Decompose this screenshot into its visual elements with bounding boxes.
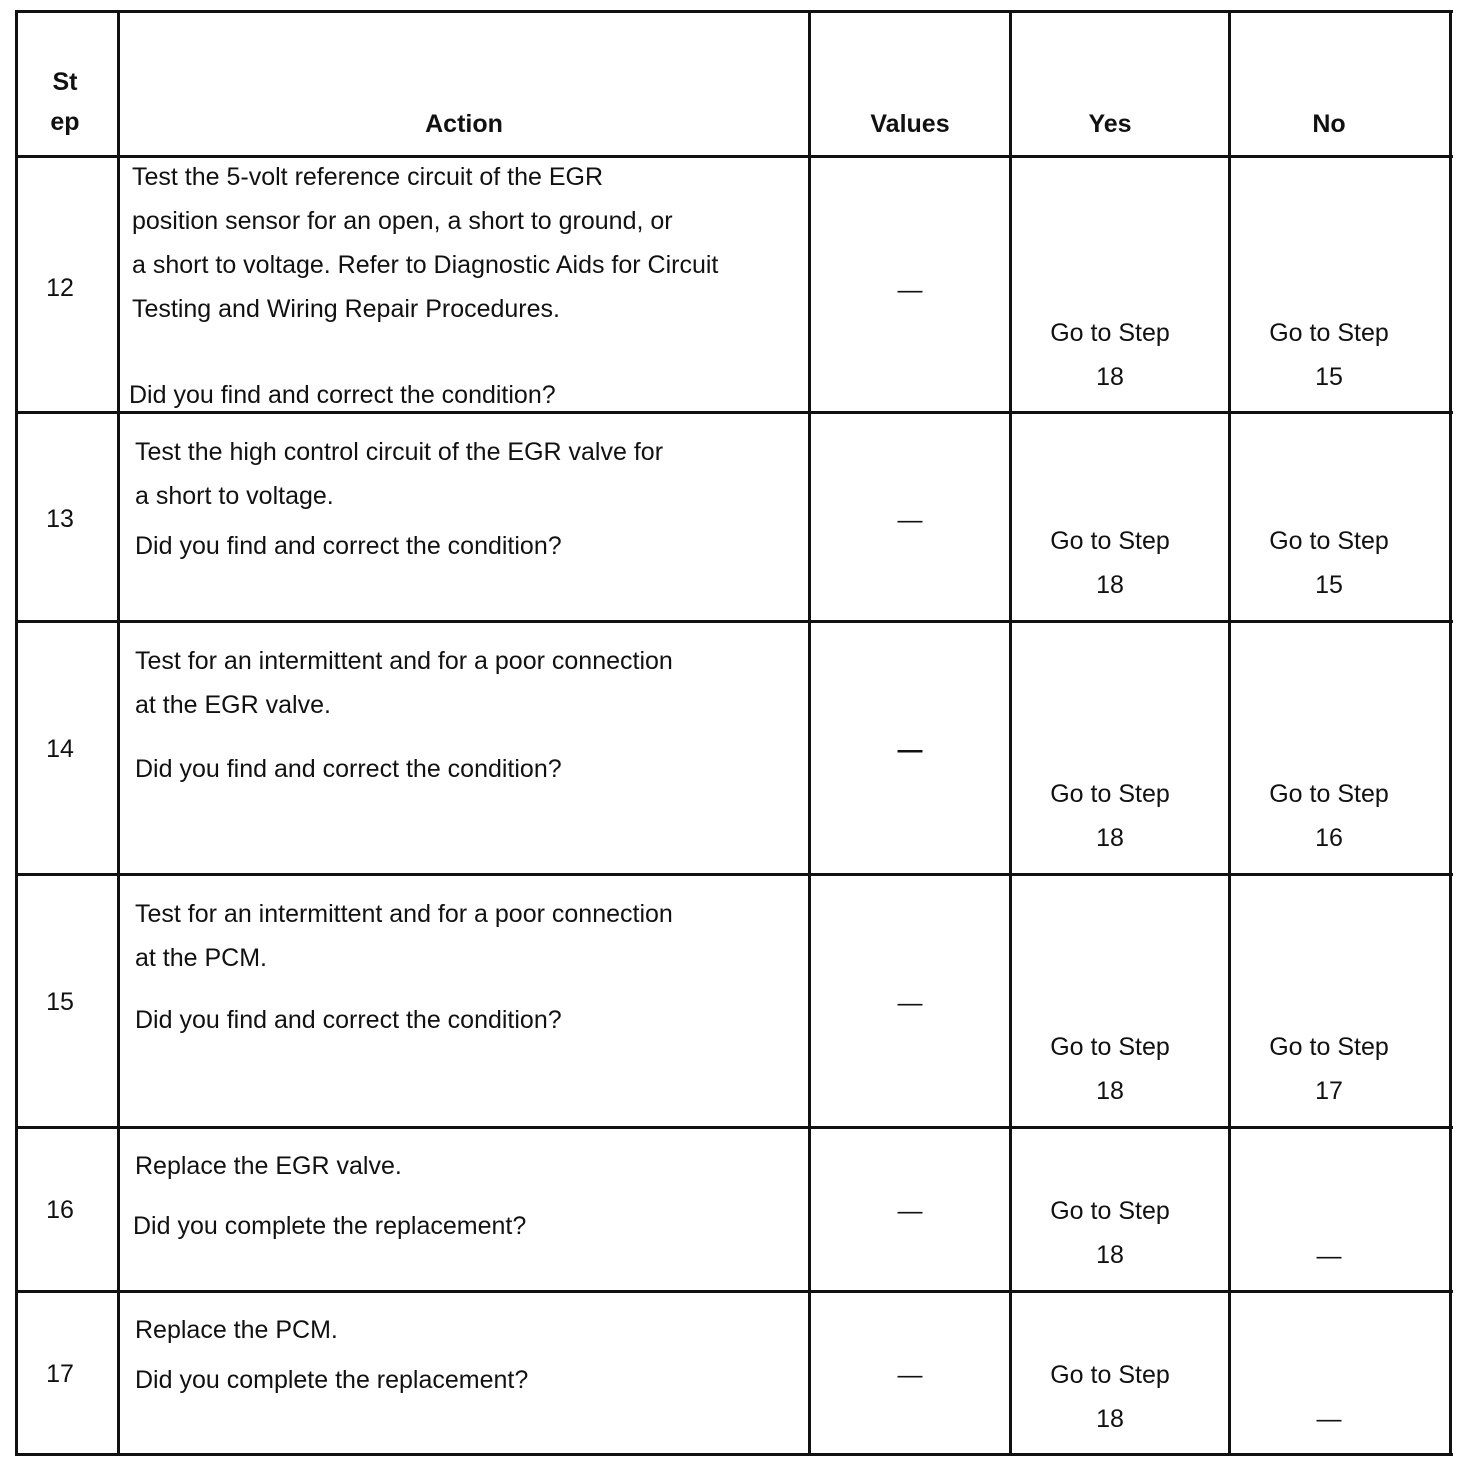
action-line: Replace the PCM. (135, 1316, 338, 1344)
yes-go-to-step (1013, 772, 1207, 860)
action-line: Did you complete the replacement? (133, 1212, 527, 1240)
no-dash: — (1316, 1242, 1342, 1270)
action-line: Testing and Wiring Repair Procedures. (132, 295, 560, 323)
action-text (135, 430, 663, 568)
yes-line: 18 (1096, 571, 1124, 599)
no-line: 15 (1315, 571, 1343, 599)
column-divider (1009, 10, 1012, 1456)
step-number: 16 (46, 1196, 74, 1224)
values-dash: — (897, 1361, 923, 1389)
row-divider (15, 620, 1453, 623)
no-line: Go to Step (1269, 780, 1389, 808)
step-number: 12 (46, 274, 74, 302)
yes-line: 18 (1096, 1241, 1124, 1269)
no-go-to-step (1231, 311, 1427, 399)
no-line: 17 (1315, 1077, 1343, 1105)
step-number: 14 (46, 735, 74, 763)
yes-line: Go to Step (1050, 780, 1170, 808)
action-text (135, 892, 673, 1042)
action-text (129, 155, 719, 417)
yes-go-to-step (1013, 1189, 1207, 1277)
yes-line: Go to Step (1050, 1197, 1170, 1225)
action-line: a short to voltage. (135, 482, 334, 510)
no-line: Go to Step (1269, 527, 1389, 555)
action-text (135, 1308, 528, 1402)
no-line: Go to Step (1269, 1033, 1389, 1061)
header-step (15, 62, 115, 142)
action-line: at the EGR valve. (135, 691, 331, 719)
table-border-bottom (15, 1453, 1453, 1456)
row-divider (15, 1126, 1453, 1129)
yes-line: 18 (1096, 1405, 1124, 1433)
yes-line: Go to Step (1050, 1033, 1170, 1061)
yes-line: Go to Step (1050, 527, 1170, 555)
action-line: Did you complete the replacement? (135, 1366, 529, 1394)
action-text (135, 639, 673, 791)
row-divider (15, 1290, 1453, 1293)
action-line: a short to voltage. Refer to Diagnostic Aids for Circuit (132, 251, 719, 279)
action-text (135, 1144, 526, 1248)
action-line: Did you find and correct the condition? (135, 532, 562, 560)
header-step-line: St (52, 68, 78, 96)
action-line: Test the high control circuit of the EGR valve for (135, 438, 664, 466)
step-number: 17 (46, 1360, 74, 1388)
yes-line: 18 (1096, 824, 1124, 852)
values-dash: — (897, 736, 923, 764)
row-divider (15, 873, 1453, 876)
action-line: position sensor for an open, a short to ground, or (132, 207, 673, 235)
table-border-top (15, 10, 1453, 13)
yes-go-to-step (1013, 1353, 1207, 1441)
action-line: Did you find and correct the condition? (135, 1006, 562, 1034)
yes-go-to-step (1013, 311, 1207, 399)
header-values: Values (870, 110, 950, 138)
yes-line: 18 (1096, 363, 1124, 391)
step-number: 15 (46, 988, 74, 1016)
header-step-line: ep (50, 108, 80, 136)
action-line: Test the 5-volt reference circuit of the EGR (132, 163, 604, 191)
column-divider (808, 10, 811, 1456)
header-no: No (1312, 110, 1346, 138)
header-yes: Yes (1088, 110, 1132, 138)
header-action: Action (425, 110, 503, 138)
action-line: Did you find and correct the condition? (129, 381, 556, 409)
no-go-to-step (1231, 1025, 1427, 1113)
no-line: Go to Step (1269, 319, 1389, 347)
action-line: Test for an intermittent and for a poor connection (135, 647, 673, 675)
action-line: Did you find and correct the condition? (135, 755, 562, 783)
values-dash: — (897, 1197, 923, 1225)
action-line: Test for an intermittent and for a poor connection (135, 900, 673, 928)
yes-line: 18 (1096, 1077, 1124, 1105)
no-go-to-step (1231, 519, 1427, 607)
yes-go-to-step (1013, 1025, 1207, 1113)
values-dash: — (897, 276, 923, 304)
step-number: 13 (46, 505, 74, 533)
yes-line: Go to Step (1050, 319, 1170, 347)
yes-go-to-step (1013, 519, 1207, 607)
yes-line: Go to Step (1050, 1361, 1170, 1389)
values-dash: — (897, 506, 923, 534)
no-line: 15 (1315, 363, 1343, 391)
no-go-to-step (1231, 772, 1427, 860)
table-border-right (1449, 10, 1452, 1456)
no-dash: — (1316, 1405, 1342, 1433)
column-divider (117, 10, 120, 1456)
action-line: at the PCM. (135, 944, 267, 972)
no-line: 16 (1315, 824, 1343, 852)
action-line: Replace the EGR valve. (135, 1152, 402, 1180)
values-dash: — (897, 989, 923, 1017)
